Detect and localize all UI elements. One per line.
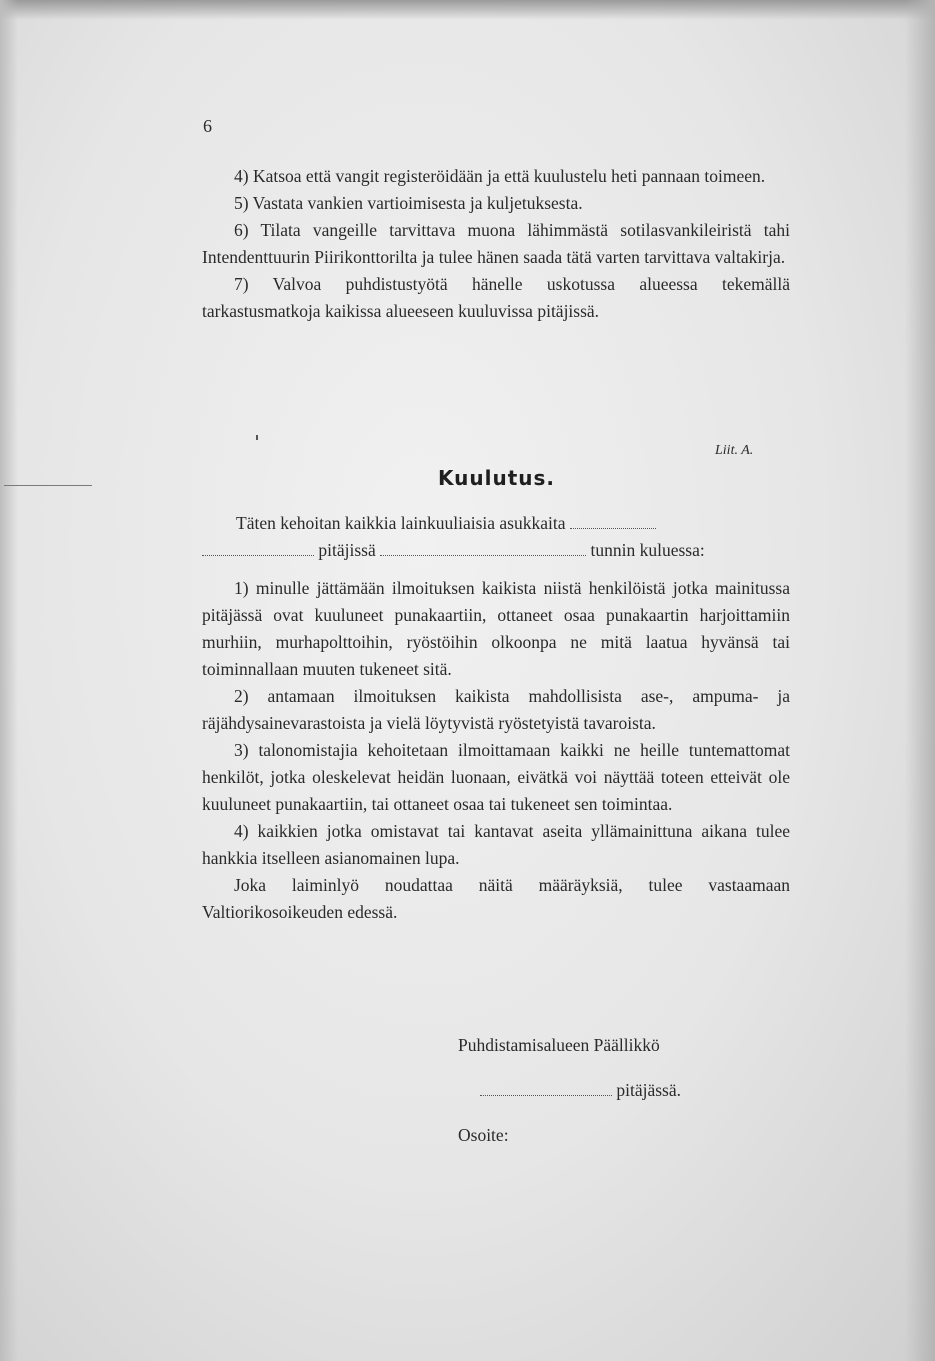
instruction-5: 5) Vastata vankien vartioimisesta ja kuljetuksesta. [234, 193, 583, 213]
signature-title: Puhdistamisalueen Päällikkö [458, 1035, 660, 1055]
instruction-4: 4) Katsoa että vangit registeröidään ja että kuulustelu heti pannaan toimeen. [234, 166, 766, 186]
announcement-title: Kuulutus. [438, 466, 556, 490]
item-4: 4) kaikkien jotka omistavat tai kantavat aseita yllämainittuna aikana tulee hankkia itselleen asianomainen lupa. [202, 821, 790, 868]
blank-field-place [480, 1081, 612, 1096]
instruction-7: 7) Valvoa puhdistustyötä hänelle uskotussa alueessa tekemällä tarkastusmatkoja kaikissa alueeseen kuuluvissa pitäjissä. [202, 274, 790, 321]
fold-mark [4, 485, 92, 486]
intro-line-2 [202, 540, 705, 561]
item-2: 2) antamaan ilmoituksen kaikista mahdollisista ase-, ampuma- ja räjähdysainevarastoista ja vielä löytyvistä ryöstetyistä tavaroista. [202, 686, 790, 733]
signature-place-line [480, 1080, 681, 1101]
blank-field-residents [570, 514, 656, 529]
intro-line-1 [236, 513, 656, 534]
ink-speck [256, 435, 258, 440]
attachment-label: Liit. A. [715, 443, 754, 458]
item-1: 1) minulle jättämään ilmoituksen kaikista niistä henkilöistä jotka mainitussa pitäjässä ovat kuuluneet punakaartiin, ottaneet osaa punakaartin harjoittamiin murhiin, murhapolttoihin, ryöstöihin olkoonpa ne mitä laatua hyvänsä tai toiminnallaan muuten tukeneet sitä. [202, 578, 790, 679]
item-3: 3) talonomistajia kehoitetaan ilmoittamaan kaikki ne heille tuntemattomat henkilöt, jotka oleskelevat heidän luonaan, eivätkä voi näyttää toteen etteivät ole kuuluneet punakaartiin, tai ottaneet osaa tai tukeneet sen toimintaa. [202, 740, 790, 814]
penalty-clause: Joka laiminlyö noudattaa näitä määräyksiä, tulee vastaamaan Valtiorikosoikeuden edessä. [202, 875, 790, 922]
blank-field-parish [202, 541, 314, 556]
intro-hours: tunnin kuluessa: [590, 540, 705, 560]
signature-place-suffix: pitäjässä. [616, 1080, 682, 1100]
intro-parishes: pitäjissä [318, 540, 376, 560]
address-label: Osoite: [458, 1125, 509, 1145]
announcement-items [202, 575, 790, 926]
page-number: 6 [203, 116, 212, 136]
page-shadow-right [905, 0, 935, 1361]
page-shadow-left [0, 0, 18, 1361]
blank-field-hours [380, 541, 586, 556]
instructions-list [202, 163, 790, 325]
instruction-6: 6) Tilata vangeille tarvittava muona lähimmästä sotilasvankileiristä tahi Intendenttuurin Piirikonttorilta ja tulee hänen saada tätä varten tarvittava valtakirja. [202, 220, 790, 267]
intro-text: Täten kehoitan kaikkia lainkuuliaisia asukkaita [236, 513, 566, 533]
page-shadow-top [0, 0, 935, 20]
